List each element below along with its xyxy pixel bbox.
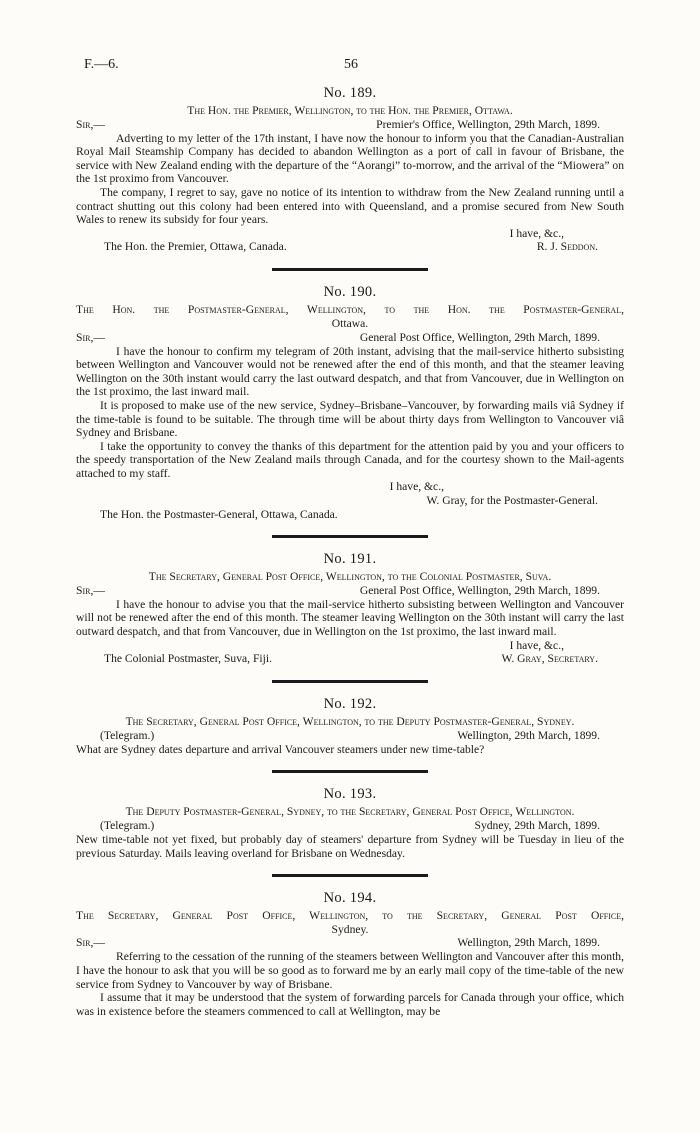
page-reference: F.—6. bbox=[84, 57, 119, 72]
letter-192 bbox=[76, 695, 624, 756]
letter-number: No. 189. bbox=[323, 85, 377, 101]
letter-paragraph: I take the opportunity to convey the thanks of this department for the attention paid by you and your officers to the speedy transportation of the New Zealand mails through Canada, and for the courtesy shown to the Mail-agents attached to my staff. bbox=[76, 439, 624, 480]
closing: I have, &c., bbox=[509, 638, 564, 652]
telegram-row bbox=[76, 729, 624, 743]
letter-heading: The Deputy Postmaster-General, Sydney, to the Secretary, General Post Office, Wellington. bbox=[125, 805, 575, 819]
letter-193 bbox=[76, 785, 624, 860]
letter-heading: The Secretary, General Post Office, Wellington, to the Deputy Postmaster-General, Sydney. bbox=[125, 715, 575, 729]
letter-number: No. 191. bbox=[323, 551, 377, 568]
letter-paragraph: Referring to the cessation of the running of the steamers between Wellington and Vancouver after this month, I have the honour to ask that you will be so good as to forward me by an early mail copy of the time-table of the new service from Sydney to Vancouver by way of Brisbane. bbox=[76, 950, 624, 991]
letter-190 bbox=[76, 283, 624, 521]
letter-191 bbox=[76, 550, 624, 666]
letter-heading-cont: Sydney. bbox=[331, 922, 369, 936]
addressee: The Hon. the Postmaster-General, Ottawa, Canada. bbox=[100, 507, 338, 521]
signature: W. Gray, Secretary. bbox=[501, 652, 598, 666]
letter-number: No. 192. bbox=[323, 696, 377, 713]
place-date: General Post Office, Wellington, 29th March, 1899. bbox=[359, 330, 600, 344]
telegram-text: New time-table not yet fixed, but probably day of steamers' departure from Sydney will be Tuesday in lieu of the previous Saturday. Mails leaving overland for Brisbane on Wednesday. bbox=[76, 833, 624, 860]
letter-number: No. 190. bbox=[323, 284, 377, 301]
place-date: Wellington, 29th March, 1899. bbox=[457, 728, 600, 742]
place-date: Sydney, 29th March, 1899. bbox=[474, 819, 600, 832]
letters-column bbox=[76, 84, 624, 1018]
section-divider bbox=[272, 535, 428, 538]
letter-194 bbox=[76, 889, 624, 1018]
section-divider bbox=[272, 874, 428, 877]
letter-paragraph: The company, I regret to say, gave no notice of its intention to withdraw from the New Zealand running until a contract shutting out this colony had been entered into with Queensland, and a promise secured from New South Wales to renew its subsidy for four years. bbox=[76, 185, 624, 227]
letter-heading: The Hon. the Premier, Wellington, to the Hon. the Premier, Ottawa. bbox=[187, 104, 513, 117]
letter-heading: The Hon. the Postmaster-General, Wellington, to the Hon. the Postmaster-General, bbox=[76, 303, 624, 317]
addressee: The Colonial Postmaster, Suva, Fiji. bbox=[104, 652, 272, 666]
signature: W. Gray, for the Postmaster-General. bbox=[426, 494, 598, 508]
signature: R. J. Seddon. bbox=[536, 240, 598, 254]
salutation: Sir,— bbox=[76, 117, 105, 131]
signature-row bbox=[76, 240, 624, 254]
telegram-row bbox=[76, 819, 624, 833]
salutation-row bbox=[76, 118, 624, 132]
salutation: Sir,— bbox=[76, 583, 105, 597]
salutation-row bbox=[76, 584, 624, 598]
letter-paragraph: I assume that it may be understood that the system of forwarding parcels for Canada through your office, which was in existence before the steamers commenced to call at Wellington, may be bbox=[76, 991, 624, 1018]
addressee: The Hon. the Premier, Ottawa, Canada. bbox=[104, 240, 287, 254]
letter-heading-cont: Ottawa. bbox=[331, 316, 369, 330]
salutation: Sir,— bbox=[76, 936, 105, 950]
letter-paragraph: Adverting to my letter of the 17th instant, I have now the honour to inform you that the Canadian-Australian Royal Mail Steamship Company has decided to abandon Wellington as a port of call in favour of Brisbane, the service with New Zealand ending with the departure of the “Aorangi” to-morrow, and the arrival of the “Miowera” on the 1st proximo from Vancouver. bbox=[76, 131, 624, 186]
salutation: Sir,— bbox=[76, 330, 105, 344]
letter-paragraph: I have the honour to confirm my telegram of 20th instant, advising that the mail-service hitherto subsisting between Wellington and Vancouver would not be renewed after the end of this month, and that the steamer leaving Wellington on the 30th instant would carry the last outward despatch, and that from Vancouver, due in Wellington on the 1st proximo, the last inward mail. bbox=[76, 344, 624, 399]
telegram-label: (Telegram.) bbox=[100, 819, 155, 832]
page-number: 56 bbox=[344, 57, 358, 72]
signature-row bbox=[76, 652, 624, 666]
telegram-label: (Telegram.) bbox=[100, 728, 155, 742]
closing: I have, &c., bbox=[389, 480, 444, 494]
letter-189 bbox=[76, 84, 624, 254]
letter-heading: The Secretary, General Post Office, Wellington, to the Colonial Postmaster, Suva. bbox=[148, 570, 552, 584]
place-date: Premier's Office, Wellington, 29th March, 1899. bbox=[376, 117, 600, 131]
section-divider bbox=[272, 268, 428, 271]
place-date: Wellington, 29th March, 1899. bbox=[457, 936, 600, 950]
salutation-row bbox=[76, 331, 624, 345]
letter-heading: The Secretary, General Post Office, Wellington, to the Secretary, General Post Office, bbox=[76, 909, 624, 923]
place-date: General Post Office, Wellington, 29th March, 1899. bbox=[359, 583, 600, 597]
section-divider bbox=[272, 680, 428, 683]
telegram-text: What are Sydney dates departure and arrival Vancouver steamers under new time-table? bbox=[76, 742, 485, 756]
closing: I have, &c., bbox=[509, 226, 564, 240]
letter-number: No. 194. bbox=[323, 890, 377, 907]
letter-paragraph: It is proposed to make use of the new service, Sydney–Brisbane–Vancouver, by forwarding mails viâ Sydney if the time-table is found to be suitable. The through time will be about thirty days from Wellington to Vancouver viâ Sydney and Brisbane. bbox=[76, 398, 624, 440]
salutation-row bbox=[76, 936, 624, 950]
letter-number: No. 193. bbox=[323, 786, 377, 803]
letter-paragraph: I have the honour to advise you that the mail-service hitherto subsisting between Wellington and Vancouver will not be renewed after the end of this month. The steamer leaving Wellington on the 30th instant will carry the last outward despatch, and that from Vancouver, due in Wellington on the 1st proximo, the last inward mail. bbox=[76, 597, 624, 639]
section-divider bbox=[272, 770, 428, 773]
